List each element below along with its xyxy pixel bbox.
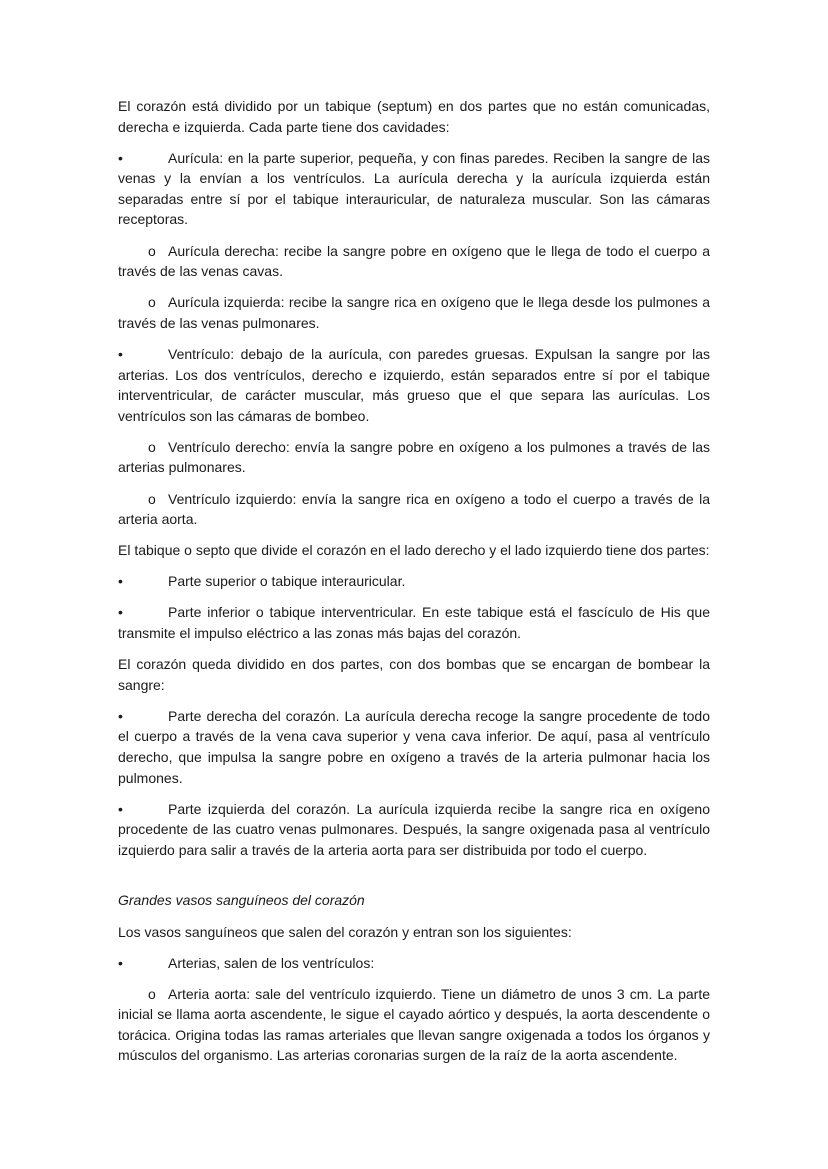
vasos-paragraph: Los vasos sanguíneos que salen del corazón y entran son los siguientes: (118, 923, 572, 940)
sub-ventriculo-derecho (118, 437, 710, 478)
bullet-mark: • (118, 149, 123, 166)
bullet-parte-derecha (118, 706, 710, 788)
bullet-text: Ventrículo: debajo de la aurícula, con paredes gruesas. Expulsan la sangre por las arterias. Los dos ventrículos, derecho e izquierdo, están separados entre sí por el tabique interventricular, de carácter muscular, más grueso que el que separa las aurículas. Los ventrículos son las cámaras de bombeo. (118, 345, 710, 424)
bullet-text: Arterias, salen de los ventrículos: (168, 954, 375, 971)
bullet-parte-inferior (118, 602, 710, 643)
bombas-paragraph: El corazón queda dividido en dos partes, con dos bombas que se encargan de bombear la sangre: (118, 656, 710, 693)
sub-text: Ventrículo izquierdo: envía la sangre rica en oxígeno a todo el cuerpo a través de la arteria aorta. (118, 490, 710, 528)
sub-mark: o (148, 294, 156, 311)
bullet-mark: • (118, 573, 123, 590)
bullet-mark: • (118, 604, 123, 621)
sub-ventriculo-izquierdo (118, 489, 710, 530)
sub-text: Aurícula derecha: recibe la sangre pobre en oxígeno que le llega de todo el cuerpo a través de las venas cavas. (118, 242, 710, 280)
sub-mark: o (148, 985, 156, 1002)
bullet-text: Parte superior o tabique interauricular. (168, 573, 406, 590)
sub-mark: o (148, 490, 156, 507)
bullet-mark: • (118, 345, 123, 362)
sub-auricula-izquierda (118, 292, 710, 333)
section-heading: Grandes vasos sanguíneos del corazón (118, 892, 365, 909)
sub-text: Aurícula izquierda: recibe la sangre rica en oxígeno que le llega desde los pulmones a través de las venas pulmonares. (118, 294, 710, 331)
bullet-text: Aurícula: en la parte superior, pequeña, y con finas paredes. Reciben la sangre de las venas y la envían a los ventrículos. La aurícula derecha y la aurícula izquierda están separadas entre sí por el tabique interauricular, de naturaleza muscular. Son las cámaras receptoras. (118, 149, 710, 228)
bullet-mark: • (118, 954, 123, 971)
bullet-mark: • (118, 707, 123, 724)
bullet-arterias (118, 953, 710, 974)
intro-paragraph: El corazón está dividido por un tabique (septum) en dos partes que no están comunicadas, derecha e izquierda. Cada parte tiene dos cavidades: (118, 98, 710, 135)
bullet-text: Parte derecha del corazón. La aurícula derecha recoge la sangre procedente de todo el cuerpo a través de la vena cava superior y vena cava inferior. De aquí, pasa al ventrículo derecho, que impulsa la sangre pobre en oxígeno a través de la arteria pulmonar hacia los pulmones. (118, 707, 710, 786)
bullet-text: Parte izquierda del corazón. La aurícula izquierda recibe la sangre rica en oxígeno procedente de las cuatro venas pulmonares. Después, la sangre oxigenada pasa al ventrículo izquierdo para salir a través de la arteria aorta para ser distribuida por todo el cuerpo. (118, 800, 710, 858)
bullet-text: Parte inferior o tabique interventricular. En este tabique está el fascículo de His que transmite el impulso eléctrico a las zonas más bajas del corazón. (118, 604, 710, 641)
sub-mark: o (148, 242, 156, 259)
document-page (118, 96, 710, 1077)
sub-text: Arteria aorta: sale del ventrículo izquierdo. Tiene un diámetro de unos 3 cm. La parte inicial se llama aorta ascendente, le sigue el cayado aórtico y después, la aorta descendente o torácica. Origina todas las ramas arteriales que llevan sangre oxigenada a todos los órganos y músculos del organismo. Las arterias coronarias surgen de la raíz de la aorta ascendente. (118, 985, 710, 1064)
sub-mark: o (148, 438, 156, 455)
sub-auricula-derecha (118, 241, 710, 282)
bullet-auricula (118, 148, 710, 230)
sub-text: Ventrículo derecho: envía la sangre pobre en oxígeno a los pulmones a través de las arterias pulmonares. (118, 438, 710, 476)
bullet-parte-izquierda (118, 799, 710, 861)
bullet-ventriculo (118, 344, 710, 426)
bullet-mark: • (118, 800, 123, 817)
sub-arteria-aorta (118, 984, 710, 1066)
tabique-paragraph: El tabique o septo que divide el corazón en el lado derecho y el lado izquierdo tiene dos partes: (118, 542, 710, 559)
bullet-parte-superior (118, 571, 710, 592)
